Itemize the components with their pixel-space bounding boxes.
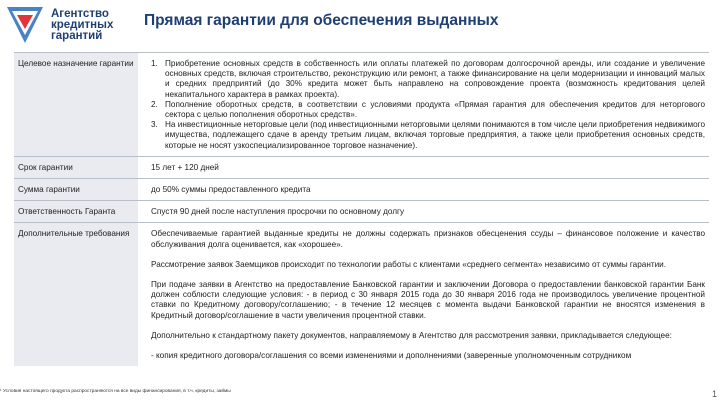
logo-line-2: кредитных [51,18,114,31]
row-label: Целевое назначение гарантии [14,53,138,156]
conditions-table [14,52,709,366]
logo-emblem-icon [3,3,49,47]
list-item: 3. На инвестиционные неторговые цели (под инвестиционными неторговыми целями понимаются в том числе цели приобретения недвижимого имущества, подлежащего сдаче в аренду третьим лицам, включая торговые предприятия, а также цели приобретения основных средств, которые не носят узкоспециализированное торговое назначение). [151,120,705,150]
requirement-paragraph-cut: - копия кредитного договора/соглашения со всеми изменениями и дополнениями (заверенные уполномоченным сотрудником [151,351,632,361]
requirement-paragraph: При подаче заявки в Агентство на предоставление Банковской гарантии и заключении Договора о предоставлении банковской гарантии Банк должен соблюсти следующие условия: - в период с 30 января 2015 года до 30 января 2016 года не производилось увеличение процентной ставки по Кредитному договору/соглашению; - в течение 12 месяцев с момента выдачи Банковской гарантии не вносятся изменения в Кредитный договор/соглашение в части увеличения процентной ставки. [151,280,705,320]
row-value: до 50% суммы предоставленного кредита [138,179,709,200]
row-label: Сумма гарантии [14,179,138,200]
row-value [138,223,709,366]
page-title: Прямая гарантии для обеспечения выданных [144,12,499,29]
row-value: Спустя 90 дней после наступления просрочки по основному долгу [138,201,709,222]
table-row-liability [14,201,709,223]
row-value: 15 лет + 120 дней [138,157,709,178]
row-label: Срок гарантии [14,157,138,178]
table-row-purpose [14,52,709,157]
logo-text [51,9,113,42]
table-row-requirements [14,223,709,366]
requirement-paragraph: Обеспечиваемые гарантией выданные кредиты не должны содержать признаков обесценения ссуды – финансовое положение и качество обслуживания долга оценивается, как «хорошее». [151,229,705,249]
table-row-term [14,157,709,179]
purpose-list [151,59,705,151]
page-number: 1 [711,389,717,399]
row-label: Ответственность Гаранта [14,201,138,222]
requirement-paragraph: Дополнительно к стандартному пакету документов, направляемому в Агентство для рассмотрения заявки, прикладывается следующее: [151,330,672,340]
logo-line-3: гарантий [51,29,103,42]
footnote: ¹ Условия настоящего продукта распространяются на все виды финансирования, в т.ч. кредиты, займы [0,389,231,394]
table-row-amount [14,179,709,201]
row-label: Дополнительные требования [14,223,138,366]
list-item: 1. Приобретение основных средств в собственность или оплаты платежей по договорам долгосрочной аренды, или создание и увеличение основных средств, включая строительство, реконструкцию или ремонт, а также финансирование на цели модернизации и инноваций малых и средних предприятий (до 30% кредита может быть направлено на сопровождение проекта (возможность кредитования целей некапитального характера в рамках проекта). [151,59,705,99]
logo-line-1: Агентство [51,7,109,20]
list-item: 2. Пополнение оборотных средств, в соответствии с условиями продукта «Прямая гарантия для обеспечения кредитов для неторгового сектора с целью пополнения оборотных средств». [151,99,705,120]
requirement-paragraph: Рассмотрение заявок Заемщиков происходит по технологии работы с клиентами «среднего сегмента» независимо от суммы гарантии. [151,259,667,269]
row-value [138,53,709,156]
agency-logo [3,3,143,47]
